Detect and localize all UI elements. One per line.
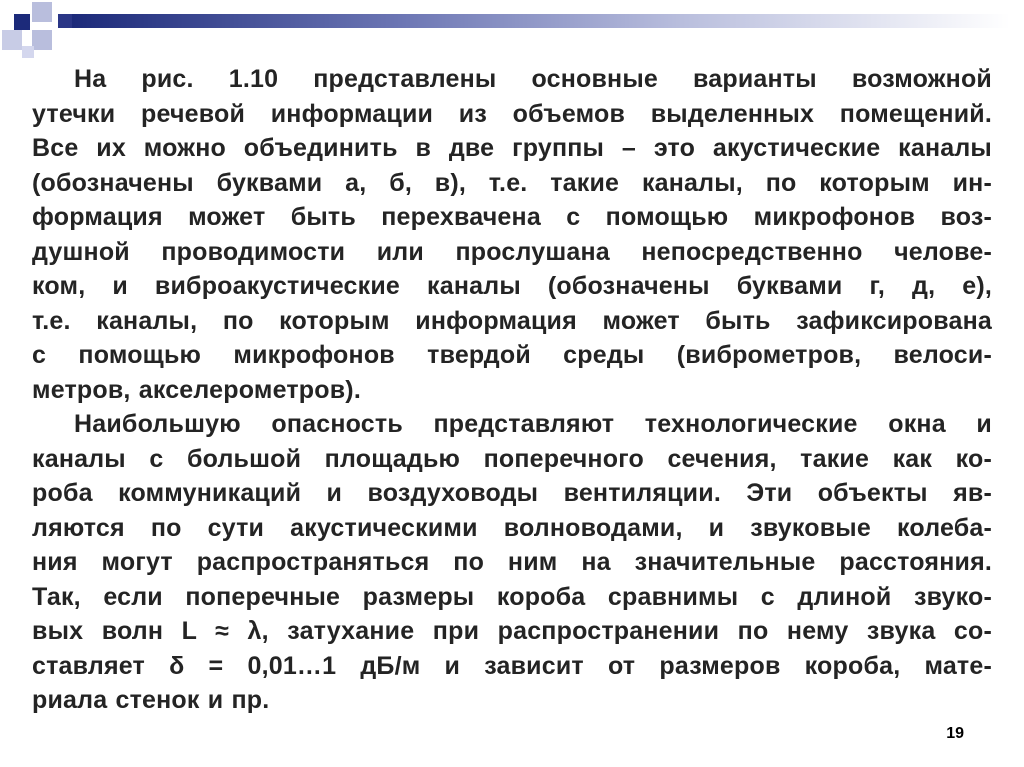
text-line: Так, если поперечные размеры короба сравнимы с длиной звуко-: [32, 582, 992, 611]
text-line: каналы с большой площадью поперечного сечения, такие как ко-: [32, 444, 992, 473]
page-number: 19: [946, 725, 964, 742]
slide-body-text: [32, 62, 992, 718]
text-line: роба коммуникаций и воздуховоды вентиляции. Эти объекты яв-: [32, 479, 992, 507]
text-line: (обозначены буквами а, б, в), т.е. такие каналы, по которым ин-: [32, 168, 992, 197]
text-line: метров, акселерометров).: [32, 375, 361, 404]
slide-header-decoration: [0, 0, 1024, 60]
text-line: риала стенок и пр.: [32, 686, 270, 714]
text-line: утечки речевой информации из объемов выделенных помещений.: [32, 99, 992, 128]
text-line: На рис. 1.10 представлены основные варианты возможной: [74, 65, 992, 93]
text-line: ляются по сути акустическими волноводами, и звуковые колеба-: [32, 513, 992, 542]
decor-square-navy: [14, 14, 30, 30]
text-line: вых волн L ≈ λ, затухание при распространении по нему звука со-: [32, 617, 992, 645]
text-line: с помощью микрофонов твердой среды (виброметров, велоси-: [32, 341, 992, 369]
text-line: т.е. каналы, по которым информация может быть зафиксирована: [32, 306, 992, 335]
text-line: ком, и виброакустические каналы (обозначены буквами г, д, е),: [32, 272, 992, 300]
decor-square-navy: [58, 14, 72, 28]
text-line: Все их можно объединить в две группы – это акустические каналы: [32, 134, 992, 162]
decor-square-lavender: [2, 30, 22, 50]
paragraph-2: [32, 407, 992, 718]
text-line: формация может быть перехвачена с помощью микрофонов воз-: [32, 203, 992, 231]
text-line: Наибольшую опасность представляют технологические окна и: [74, 410, 992, 438]
text-line: душной проводимости или прослушана непосредственно челове-: [32, 237, 992, 266]
decor-square-lavender: [22, 46, 34, 58]
decor-square-lavender: [32, 2, 52, 22]
header-gradient-bar: [72, 14, 1010, 28]
paragraph-1: [32, 62, 992, 407]
decor-square-lavender: [32, 30, 52, 50]
text-line: ния могут распространяться по ним на значительные расстояния.: [32, 548, 992, 576]
text-line: ставляет δ = 0,01…1 дБ/м и зависит от размеров короба, мате-: [32, 651, 992, 680]
